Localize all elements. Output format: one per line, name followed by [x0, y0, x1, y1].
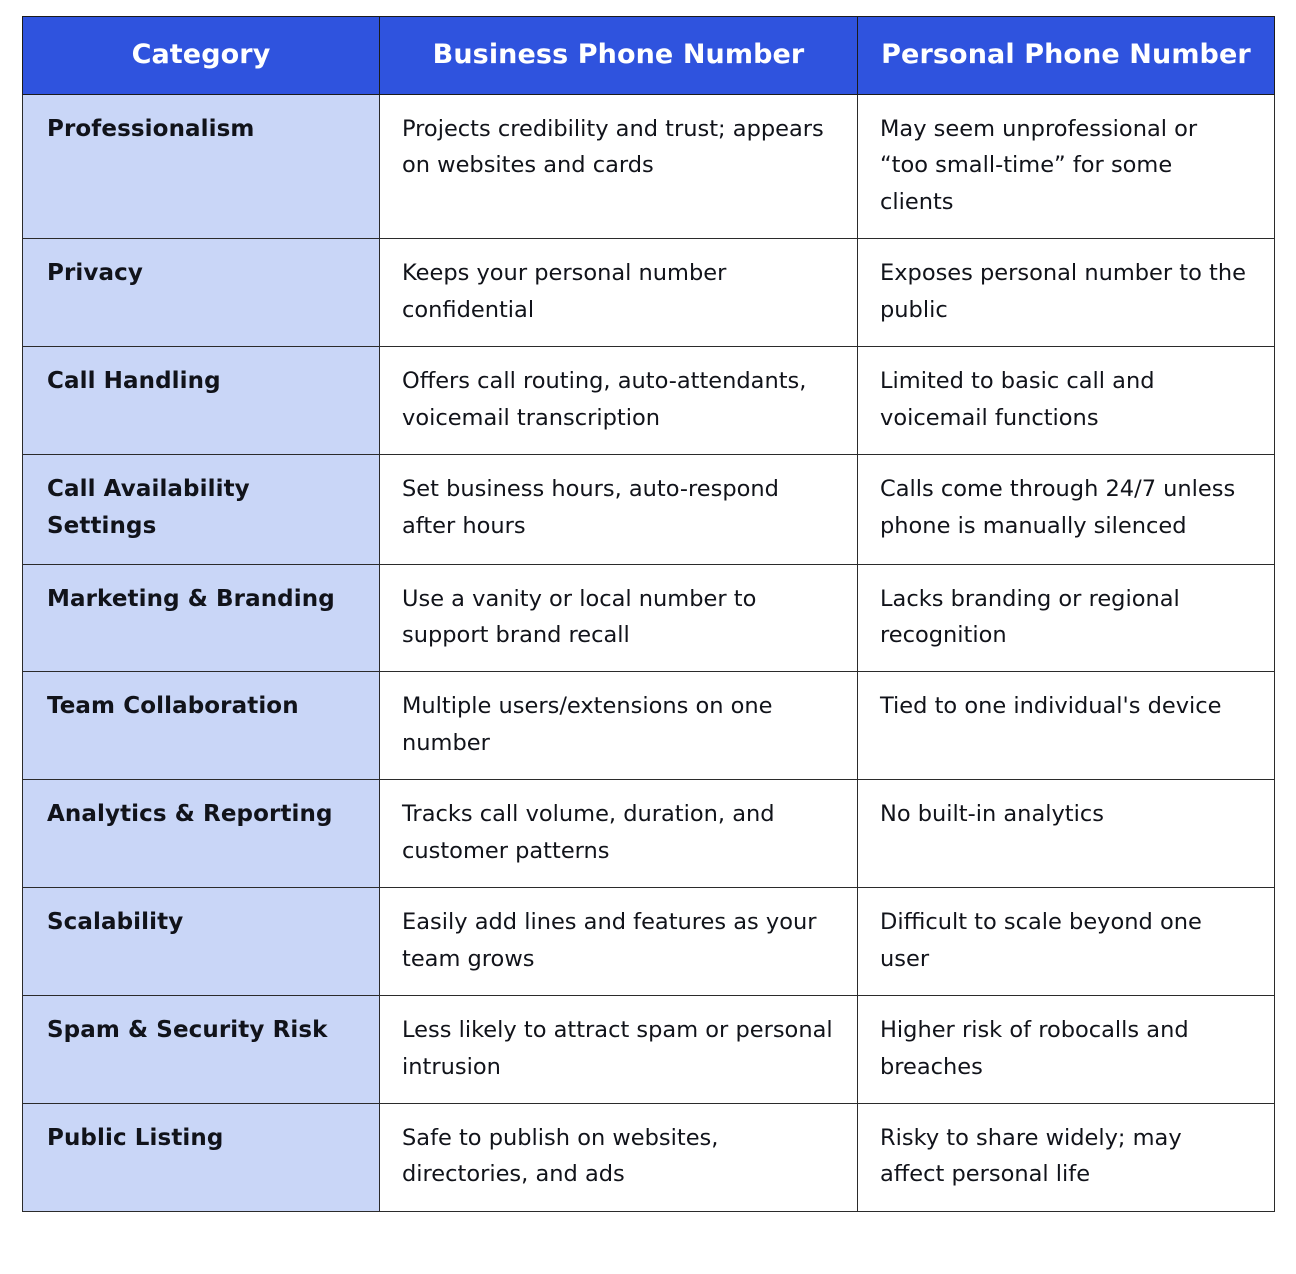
- row-personal-value: Higher risk of robocalls and breaches: [858, 996, 1275, 1104]
- column-header-business-phone-number: Business Phone Number: [380, 17, 858, 95]
- row-business-value: Multiple users/extensions on one number: [380, 672, 858, 780]
- row-category-label: Spam & Security Risk: [23, 996, 380, 1104]
- row-category-label: Team Collaboration: [23, 672, 380, 780]
- row-category-label: Scalability: [23, 888, 380, 996]
- row-business-value: Tracks call volume, duration, and customer patterns: [380, 780, 858, 888]
- table-row: [23, 672, 1275, 780]
- row-category-label: Privacy: [23, 239, 380, 347]
- column-header-category: Category: [23, 17, 380, 95]
- table-header: [23, 17, 1275, 95]
- table-row: [23, 239, 1275, 347]
- row-category-label: Professionalism: [23, 95, 380, 239]
- table-row: [23, 1103, 1275, 1211]
- table-row: [23, 95, 1275, 239]
- row-personal-value: No built-in analytics: [858, 780, 1275, 888]
- table-row: [23, 780, 1275, 888]
- table-row: [23, 564, 1275, 672]
- column-header-personal-phone-number: Personal Phone Number: [858, 17, 1275, 95]
- row-business-value: Offers call routing, auto-attendants, voicemail transcription: [380, 347, 858, 455]
- row-personal-value: Exposes personal number to the public: [858, 239, 1275, 347]
- row-business-value: Keeps your personal number confidential: [380, 239, 858, 347]
- table-body: [23, 95, 1275, 1212]
- table-header-row: [23, 17, 1275, 95]
- row-category-label: Call Availability Settings: [23, 455, 380, 565]
- row-category-label: Analytics & Reporting: [23, 780, 380, 888]
- row-business-value: Safe to publish on websites, directories, and ads: [380, 1103, 858, 1211]
- row-category-label: Call Handling: [23, 347, 380, 455]
- row-business-value: Use a vanity or local number to support brand recall: [380, 564, 858, 672]
- row-business-value: Less likely to attract spam or personal intrusion: [380, 996, 858, 1104]
- row-personal-value: May seem unprofessional or “too small-time” for some clients: [858, 95, 1275, 239]
- row-personal-value: Risky to share widely; may affect personal life: [858, 1103, 1275, 1211]
- row-personal-value: Tied to one individual's device: [858, 672, 1275, 780]
- row-category-label: Marketing & Branding: [23, 564, 380, 672]
- table-row: [23, 347, 1275, 455]
- table-row: [23, 996, 1275, 1104]
- table-row: [23, 455, 1275, 565]
- row-business-value: Easily add lines and features as your team grows: [380, 888, 858, 996]
- row-personal-value: Lacks branding or regional recognition: [858, 564, 1275, 672]
- row-category-label: Public Listing: [23, 1103, 380, 1211]
- row-business-value: Projects credibility and trust; appears on websites and cards: [380, 95, 858, 239]
- table-row: [23, 888, 1275, 996]
- row-personal-value: Difficult to scale beyond one user: [858, 888, 1275, 996]
- row-business-value: Set business hours, auto-respond after hours: [380, 455, 858, 565]
- business-vs-personal-phone-table: [22, 16, 1275, 1212]
- row-personal-value: Limited to basic call and voicemail functions: [858, 347, 1275, 455]
- row-personal-value: Calls come through 24/7 unless phone is manually silenced: [858, 455, 1275, 565]
